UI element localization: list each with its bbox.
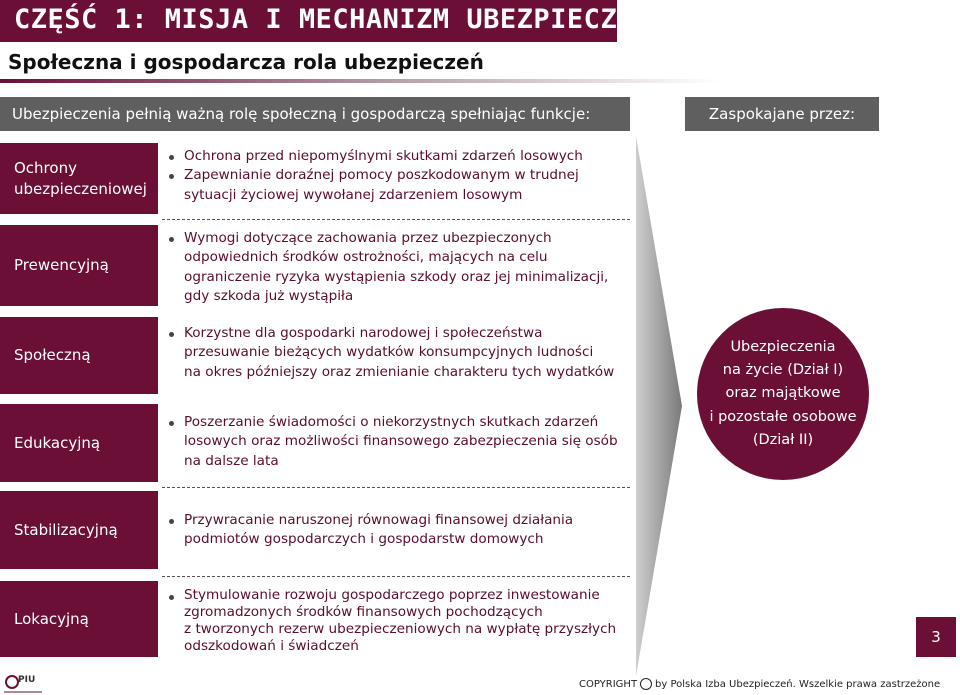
subtitle-underline [0, 79, 720, 83]
logo-text: PIU [18, 675, 36, 685]
list-item: Stymulowanie rozwoju gospodarczego poprzez inwestowanie zgromadzonych środków finansowych pochodzących z tworzonych rezerw ubezpieczeniowych na wypłatę przyszłych odszkodowań i świadczeń [167, 587, 616, 655]
category-label-line: Stabilizacyjną [14, 520, 118, 539]
circle-line: i pozostałe osobowe [709, 408, 857, 425]
description-social [167, 324, 614, 382]
insurance-types-circle [697, 308, 869, 480]
circle-line: (Dział II) [752, 431, 814, 448]
category-social [0, 317, 158, 394]
category-educational [0, 404, 158, 482]
description-investment [167, 587, 616, 655]
description-protection [167, 147, 583, 205]
category-label-line: Lokacyjną [14, 609, 89, 628]
category-label-line: Edukacyjną [14, 433, 101, 452]
circle-line: oraz majątkowe [725, 385, 841, 402]
category-investment [0, 581, 158, 657]
circle-line: Ubezpieczenia [730, 339, 836, 356]
row-divider [162, 576, 630, 577]
description-preventive [167, 229, 608, 306]
copyright-icon [640, 678, 652, 690]
category-label-line: ubezpieczeniowej [14, 179, 147, 198]
page-number: 3 [916, 617, 956, 657]
arrow-right-icon [636, 136, 686, 676]
row-divider [162, 219, 630, 220]
category-protection [0, 143, 158, 214]
functions-header: Ubezpieczenia pełnią ważną rolę społeczną i gospodarczą spełniając funkcje: [0, 97, 630, 131]
copyright-notice: COPYRIGHT by Polska Izba Ubezpieczeń. Wszelkie prawa zastrzeżone [579, 679, 941, 690]
slide-subtitle: Społeczna i gospodarcza rola ubezpieczeń [8, 50, 484, 74]
description-stabilizing [167, 511, 573, 550]
list-item: Ochrona przed niepomyślnymi skutkami zdarzeń losowych [167, 147, 583, 166]
row-divider [162, 487, 630, 488]
category-label-line: Społeczną [14, 346, 91, 365]
list-item: Przywracanie naruszonej równowagi finansowej działania podmiotów gospodarczych i gospodarstw domowych [167, 511, 573, 550]
category-label-line: Prewencyjną [14, 256, 109, 275]
list-item: Poszerzanie świadomości o niekorzystnych skutkach zdarzeń losowych oraz możliwości finansowego zabezpieczenia się osób na dalsze lata [167, 413, 618, 471]
category-label-line: Ochrony [14, 159, 77, 178]
description-educational [167, 413, 618, 471]
category-stabilizing [0, 491, 158, 569]
list-item: Korzystne dla gospodarki narodowej i społeczeństwa przesuwanie bieżących wydatków konsumpcyjnych ludności na okres późniejszy oraz zmienianie charakteru tych wydatków [167, 324, 614, 382]
slide-title: CZĘŚĆ 1: MISJA I MECHANIZM UBEZPIECZEŃ [14, 4, 651, 35]
list-item: Zapewnianie doraźnej pomocy poszkodowanym w trudnej sytuacji życiowej wywołanej zdarzeniem losowym [167, 166, 583, 205]
fulfilled-by-header: Zaspokajane przez: [685, 97, 879, 131]
list-item: Wymogi dotyczące zachowania przez ubezpieczonych odpowiednich środków ostrożności, mających na celu ograniczenie ryzyka wystąpienia szkody oraz jej minimalizacji, gdy szkoda już wystąpiła [167, 229, 608, 306]
circle-line: na życie (Dział I) [722, 362, 844, 379]
category-preventive [0, 225, 158, 306]
